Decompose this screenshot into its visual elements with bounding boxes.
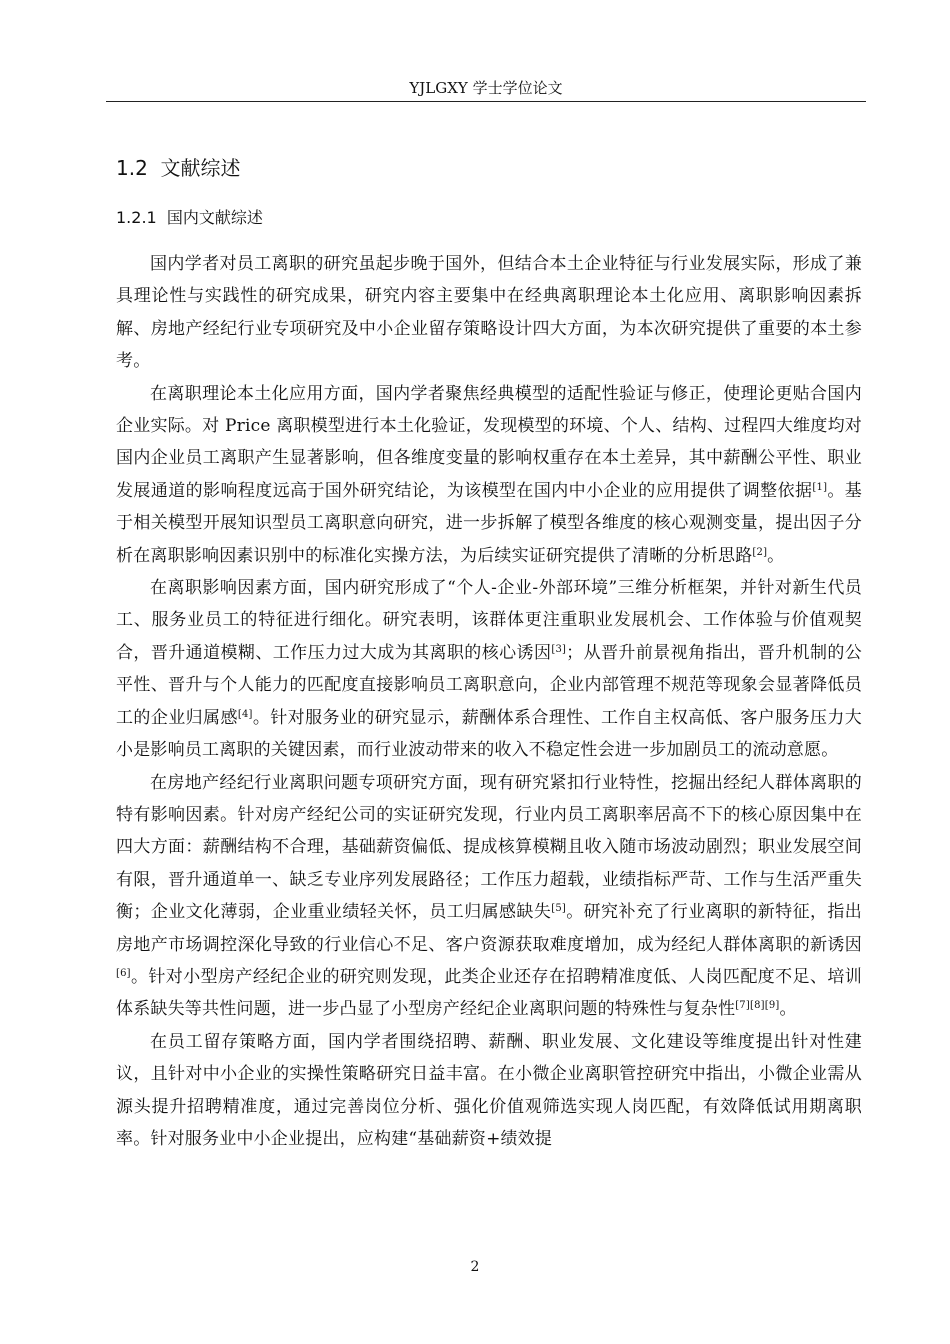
paragraph-retention xyxy=(116,1026,862,1156)
citation-ref[interactable]: [5] xyxy=(551,903,567,915)
citation-ref[interactable]: [3] xyxy=(551,643,567,655)
citation-ref[interactable]: [1] xyxy=(812,481,828,493)
body-text xyxy=(116,248,862,1155)
paragraph-text: 。针对小型房产经纪企业的研究则发现，此类企业还存在招聘精准度低、人岗匹配度不足、培训体系缺失等共性问题，进一步凸显了小型房产经纪企业离职问题的特殊性与复杂性 xyxy=(116,966,862,1020)
page-number: 2 xyxy=(470,1259,480,1275)
citation-ref[interactable]: [6] xyxy=(116,967,131,979)
running-header: YJLGXY 学士学位论文 xyxy=(409,79,563,97)
paragraph-text: 。研究补充了行业离职的新特征，指出房地产市场调控深化导致的行业信心不足、客户资源获取难度增加，成为经纪人群体离职的新诱因 xyxy=(116,902,863,955)
paragraph-text: 。 xyxy=(767,545,785,566)
paragraph-factors xyxy=(116,572,862,766)
paragraph-text: ；从晋升前景视角指出，晋升机制的公平性、晋升与个人能力的匹配度直接影响员工离职意向，企业内部管理不规范等现象会显著降低员工的企业归属感 xyxy=(116,642,863,728)
subsection-heading xyxy=(116,206,263,230)
header-rule xyxy=(106,101,866,102)
paragraph-text: 在员工留存策略方面，国内学者围绕招聘、薪酬、职业发展、文化建设等维度提出针对性建议，且针对中小企业的实操性策略研究日益丰富。在小微企业离职管控研究中指出，小微企业需从源头提升招聘精准度，通过完善岗位分析、强化价值观筛选实现人岗匹配，有效降低试用期离职率。针对服务业中小企业提出，应构建“基础薪资+绩效提 xyxy=(116,1031,862,1149)
paragraph-text: 国内学者对员工离职的研究虽起步晚于国外，但结合本土企业特征与行业发展实际，形成了兼具理论性与实践性的研究成果，研究内容主要集中在经典离职理论本土化应用、离职影响因素拆解、房地产经纪行业专项研究及中小企业留存策略设计四大方面，为本次研究提供了重要的本土参考。 xyxy=(116,254,862,372)
paragraph-text: 。 xyxy=(779,999,797,1020)
paragraph-real-estate xyxy=(116,767,862,1026)
paragraph-text: 。基于相关模型开展知识型员工离职意向研究，进一步拆解了模型各维度的核心观测变量，提出因子分析在离职影响因素识别中的标准化实操方法，为后续实证研究提供了清晰的分析思路 xyxy=(116,480,862,566)
section-title: 文献综述 xyxy=(160,156,241,180)
paragraph-text: 在离职理论本土化应用方面，国内学者聚焦经典模型的适配性验证与修正，使理论更贴合国内企业实际。对 Price 离职模型进行本土化验证，发现模型的环境、个人、结构、过程四大维度均对国内企业员工离职产生显著影响，但各维度变量的影响权重存在本土差异，其中薪酬公平性、职业发展通道的影响程度远高于国外研究结论，为该模型在国内中小企业的应用提供了调整依据 xyxy=(116,383,862,501)
citation-ref[interactable]: [2] xyxy=(752,546,768,558)
paragraph-text: 在房地产经纪行业离职问题专项研究方面，现有研究紧扣行业特性，挖掘出经纪人群体离职的特有影响因素。针对房产经纪公司的实证研究发现，行业内员工离职率居高不下的核心原因集中在四大方面：薪酬结构不合理，基础薪资偏低、提成核算模糊且收入随市场波动剧烈；职业发展空间有限，晋升通道单一、缺乏专业序列发展路径；工作压力超载，业绩指标严苛、工作与生活严重失衡；企业文化薄弱，企业重业绩轻关怀，员工归属感缺失 xyxy=(116,772,862,923)
citation-ref[interactable]: [4] xyxy=(237,708,253,720)
paragraph-text: 。针对服务业的研究显示，薪酬体系合理性、工作自主权高低、客户服务压力大小是影响员工离职的关键因素，而行业波动带来的收入不稳定性会进一步加剧员工的流动意愿。 xyxy=(116,707,862,761)
section-heading xyxy=(116,154,241,182)
subsection-title: 国内文献综述 xyxy=(166,208,263,227)
paragraph-text: 在离职影响因素方面，国内研究形成了“个人-企业-外部环境”三维分析框架，并针对新生代员工、服务业员工的特征进行细化。研究表明，该群体更注重职业发展机会、工作体验与价值观契合，晋升通道模糊、工作压力过大成为其离职的核心诱因 xyxy=(116,578,862,663)
subsection-number: 1.2.1 xyxy=(116,208,157,227)
citation-ref[interactable]: [7][8][9] xyxy=(735,1000,780,1012)
section-number: 1.2 xyxy=(116,156,148,180)
paragraph-theory xyxy=(116,378,862,572)
paragraph-intro xyxy=(116,248,862,378)
